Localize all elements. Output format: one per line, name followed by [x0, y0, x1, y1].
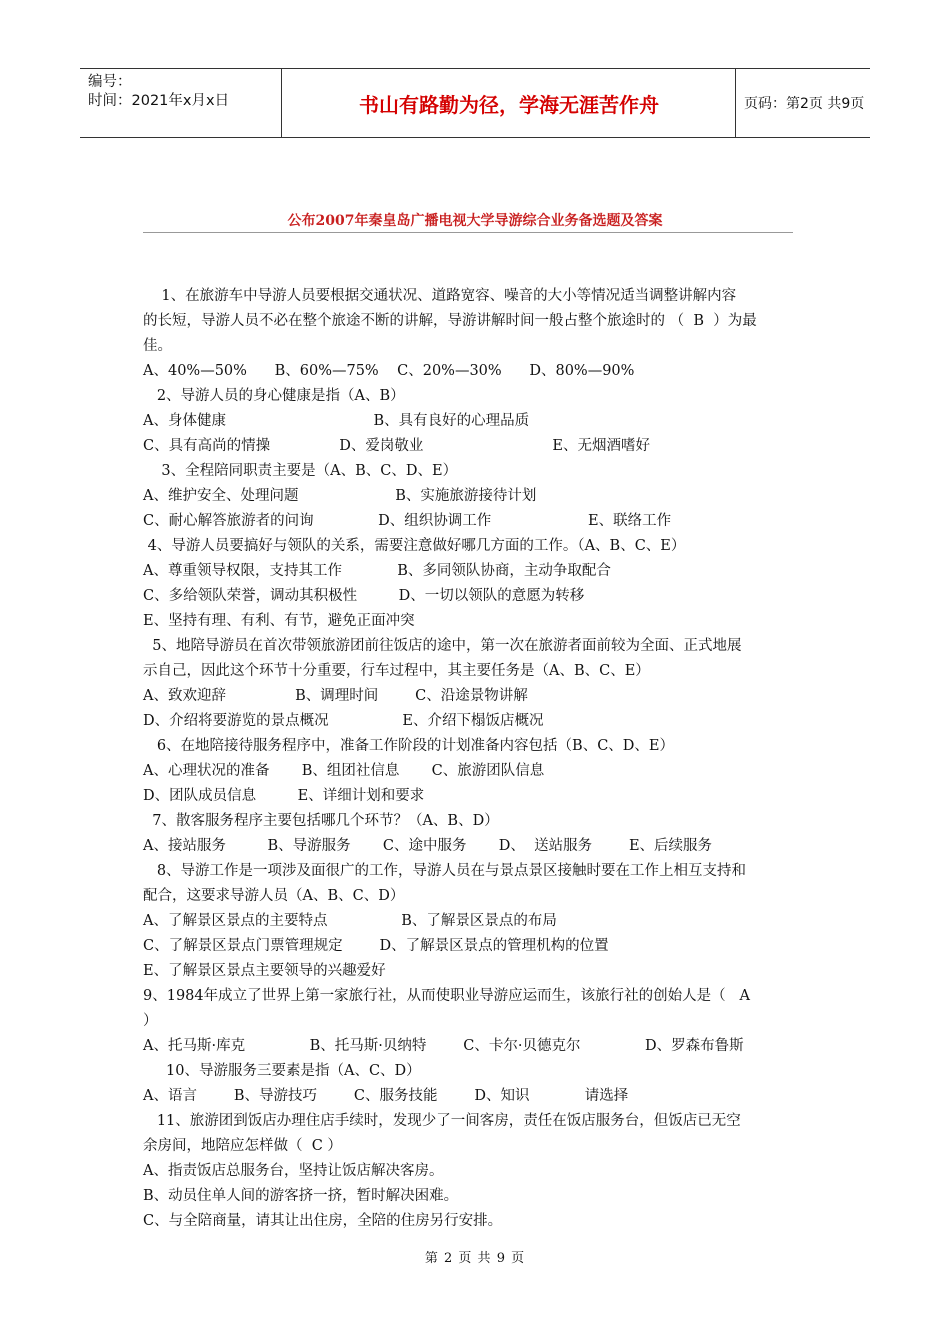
- text-line: A、接站服务 B、导游服务 C、途中服务 D、 送站服务 E、后续服务: [143, 838, 713, 854]
- text-line: E、了解景区景点主要领导的兴趣爱好: [143, 963, 386, 979]
- header-meta: [80, 69, 282, 137]
- text-line: 1、在旅游车中导游人员要根据交通状况、道路宽容、噪音的大小等情况适当调整讲解内容: [143, 288, 737, 304]
- page-footer: 第 2 页 共 9 页: [424, 1251, 526, 1266]
- text-line: 4、导游人员要搞好与领队的关系，需要注意做好哪几方面的工作。（A、B、C、E）: [143, 538, 686, 554]
- text-line: B、动员住单人间的游客挤一挤，暂时解决困难。: [143, 1188, 459, 1204]
- title-divider: [143, 232, 793, 233]
- page-header: [80, 68, 870, 138]
- text-line: C、与全陪商量，请其让出住房，全陪的住房另行安排。: [143, 1213, 503, 1229]
- number-label: 编号：: [88, 74, 132, 90]
- document-body: [143, 284, 811, 1234]
- document-title: 公布2007年秦皇岛广播电视大学导游综合业务备选题及答案: [287, 213, 663, 229]
- header-motto: 书山有路勤为径，学海无涯苦作舟: [283, 69, 736, 137]
- text-line: 示自己，因此这个环节十分重要，行车过程中，其主要任务是（A、B、C、E）: [143, 663, 650, 679]
- text-line: 的长短，导游人员不必在整个旅途不断的讲解，导游讲解时间一般占整个旅途时的 （ B ）为最: [143, 313, 757, 329]
- text-line: C、具有高尚的情操 D、爱岗敬业 E、无烟酒嗜好: [143, 438, 650, 454]
- text-line: D、团队成员信息 E、详细计划和要求: [143, 788, 425, 804]
- text-line: A、心理状况的准备 B、组团社信息 C、旅游团队信息: [143, 763, 545, 779]
- text-line: 11、旅游团到饭店办理住店手续时，发现少了一间客房，责任在饭店服务台，但饭店已无空: [143, 1113, 741, 1129]
- text-line: 6、在地陪接待服务程序中，准备工作阶段的计划准备内容包括（B、C、D、E）: [143, 738, 675, 754]
- text-line: 佳。: [143, 338, 172, 354]
- text-line: C、多给领队荣誉，调动其积极性 D、一切以领队的意愿为转移: [143, 588, 585, 604]
- text-line: A、身体健康 B、具有良好的心理品质: [143, 413, 530, 429]
- text-line: A、维护安全、处理问题 B、实施旅游接待计划: [143, 488, 537, 504]
- text-line: A、致欢迎辞 B、调理时间 C、沿途景物讲解: [143, 688, 528, 704]
- text-line: 7、散客服务程序主要包括哪几个环节？（A、B、D）: [143, 813, 499, 829]
- text-line: C、耐心解答旅游者的问询 D、组织协调工作 E、联络工作: [143, 513, 672, 529]
- text-line: 配合，这要求导游人员（A、B、C、D）: [143, 888, 405, 904]
- text-line: A、40%—50% B、60%—75% C、20%—30% D、80%—90%: [143, 363, 635, 379]
- date-line: 时间：2021年x月x日: [88, 93, 230, 109]
- text-line: ）: [143, 1013, 158, 1029]
- header-page-info: 页码：第2页 共9页: [744, 96, 865, 112]
- text-line: A、托马斯·库克 B、托马斯·贝纳特 C、卡尔·贝德克尔 D、罗森布鲁斯: [143, 1038, 744, 1054]
- text-line: E、坚持有理、有利、有节，避免正面冲突: [143, 613, 415, 629]
- text-line: A、尊重领导权限，支持其工作 B、多同领队协商，主动争取配合: [143, 563, 611, 579]
- text-line: 2、导游人员的身心健康是指（A、B）: [143, 388, 405, 404]
- text-line: 余房间，地陪应怎样做（ C ）: [143, 1138, 342, 1154]
- text-line: 8、导游工作是一项涉及面很广的工作，导游人员在与景点景区接触时要在工作上相互支持和: [143, 863, 747, 879]
- text-line: D、介绍将要游览的景点概况 E、介绍下榻饭店概况: [143, 713, 544, 729]
- text-line: 3、全程陪同职责主要是（A、B、C、D、E）: [143, 463, 458, 479]
- text-line: 9、1984年成立了世界上第一家旅行社，从而使职业导游应运而生，该旅行社的创始人是（ A: [143, 988, 750, 1004]
- text-line: 10、导游服务三要素是指（A、C、D）: [143, 1063, 421, 1079]
- text-line: C、了解景区景点门票管理规定 D、了解景区景点的管理机构的位置: [143, 938, 609, 954]
- text-line: 5、地陪导游员在首次带领旅游团前往饭店的途中，第一次在旅游者面前较为全面、正式地展: [143, 638, 742, 654]
- text-line: A、了解景区景点的主要特点 B、了解景区景点的布局: [143, 913, 557, 929]
- text-line: A、语言 B、导游技巧 C、服务技能 D、知识 请选择: [143, 1088, 629, 1104]
- text-line: A、指责饭店总服务台，坚持让饭店解决客房。: [143, 1163, 444, 1179]
